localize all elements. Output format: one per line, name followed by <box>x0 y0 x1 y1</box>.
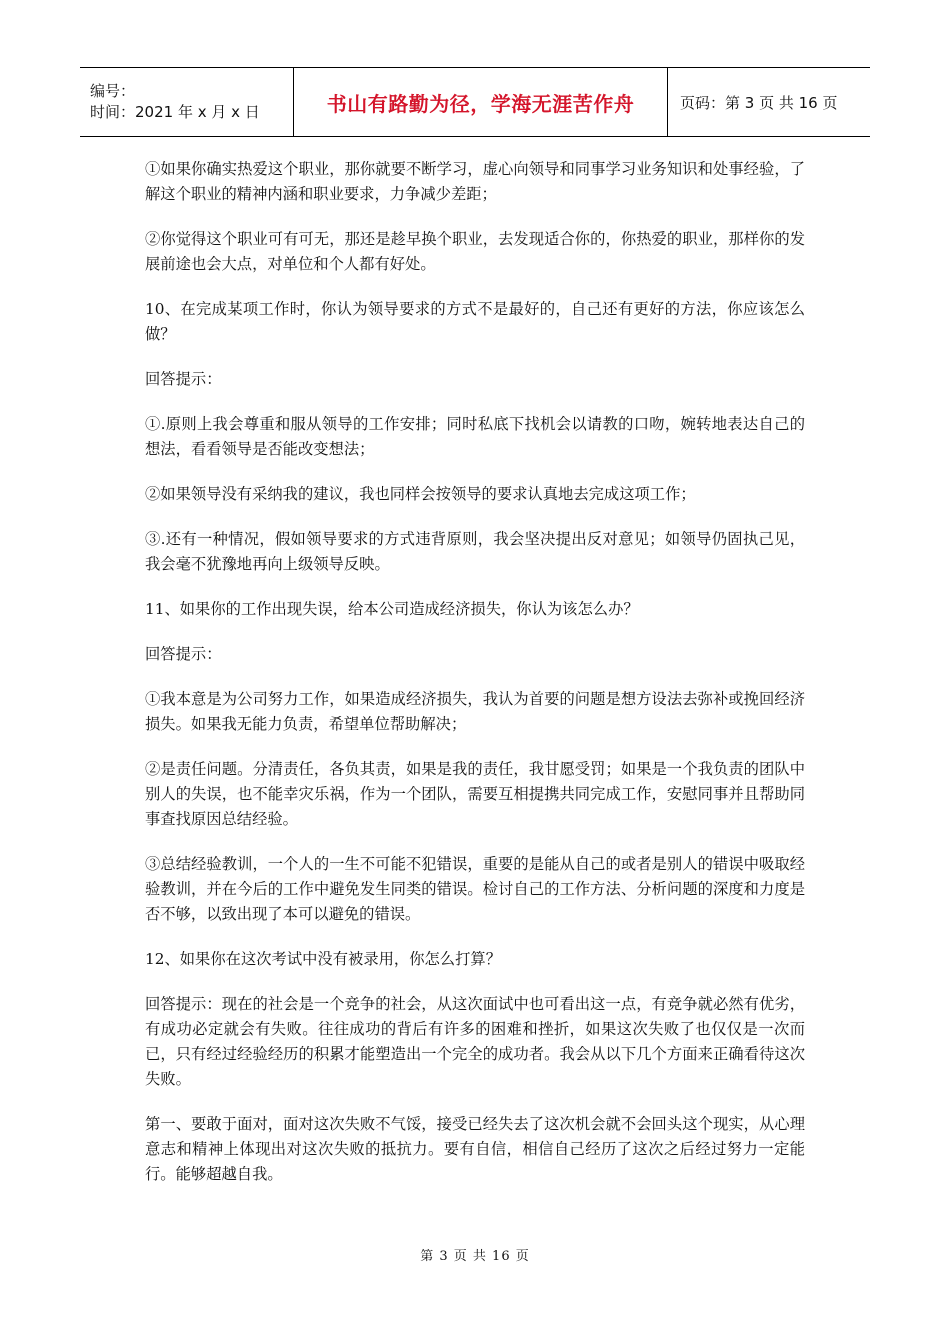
page-footer: 第 3 页 共 16 页 <box>420 1249 530 1264</box>
paragraph: ②如果领导没有采纳我的建议，我也同样会按领导的要求认真地去完成这项工作； <box>145 485 696 503</box>
question-heading: 11、如果你的工作出现失误，给本公司造成经济损失，你认为该怎么办？ <box>145 600 639 618</box>
serial-number-label: 编号： <box>90 82 136 100</box>
question-heading: 10、在完成某项工作时，你认为领导要求的方式不是最好的，自己还有更好的方法，你应该怎么做？ <box>145 300 805 343</box>
header-meta <box>80 68 294 137</box>
paragraph: ①我本意是为公司努力工作，如果造成经济损失，我认为首要的问题是想方设法去弥补或挽回经济损失。如果我无能力负责，希望单位帮助解决； <box>145 690 805 733</box>
page-header <box>80 67 870 137</box>
paragraph: ①.原则上我会尊重和服从领导的工作安排；同时私底下找机会以请教的口吻，婉转地表达自己的想法，看看领导是否能改变想法； <box>145 415 805 458</box>
paragraph: 回答提示：现在的社会是一个竞争的社会，从这次面试中也可看出这一点，有竞争就必然有优劣，有成功必定就会有失败。往往成功的背后有许多的困难和挫折，如果这次失败了也仅仅是一次而已，只有经过经验经历的积累才能塑造出一个完全的成功者。我会从以下几个方面来正确看待这次失败。 <box>145 995 805 1088</box>
answer-hint-label: 回答提示： <box>145 370 222 388</box>
paragraph: ③总结经验教训，一个人的一生不可能不犯错误，重要的是能从自己的或者是别人的错误中吸取经验教训，并在今后的工作中避免发生同类的错误。检讨自己的工作方法、分析问题的深度和力度是否不够，以致出现了本可以避免的错误。 <box>145 855 805 923</box>
paragraph: ②你觉得这个职业可有可无，那还是趁早换个职业，去发现适合你的，你热爱的职业，那样你的发展前途也会大点，对单位和个人都有好处。 <box>145 230 805 273</box>
paragraph: ②是责任问题。分清责任，各负其责，如果是我的责任，我甘愿受罚；如果是一个我负责的团队中别人的失误，也不能幸灾乐祸，作为一个团队，需要互相提携共同完成工作，安慰同事并且帮助同事查找原因总结经验。 <box>145 760 805 828</box>
paragraph: 第一、要敢于面对，面对这次失败不气馁，接受已经失去了这次机会就不会回头这个现实，从心理意志和精神上体现出对这次失败的抵抗力。要有自信，相信自己经历了这次之后经过努力一定能行。能够超越自我。 <box>145 1115 805 1183</box>
header-motto: 书山有路勤为径，学海无涯苦作舟 <box>294 68 668 137</box>
paragraph: ③.还有一种情况，假如领导要求的方式违背原则，我会坚决提出反对意见；如领导仍固执己见，我会毫不犹豫地再向上级领导反映。 <box>145 530 805 573</box>
document-body <box>145 157 805 1207</box>
paragraph: ①如果你确实热爱这个职业，那你就要不断学习，虚心向领导和同事学习业务知识和处事经验，了解这个职业的精神内涵和职业要求，力争减少差距； <box>145 160 805 203</box>
answer-hint-label: 回答提示： <box>145 645 222 663</box>
date-label: 时间：2021 年 x 月 x 日 <box>90 103 260 121</box>
question-heading: 12、如果你在这次考试中没有被录用，你怎么打算？ <box>145 950 501 968</box>
header-page-info: 页码：第 3 页 共 16 页 <box>668 68 871 137</box>
